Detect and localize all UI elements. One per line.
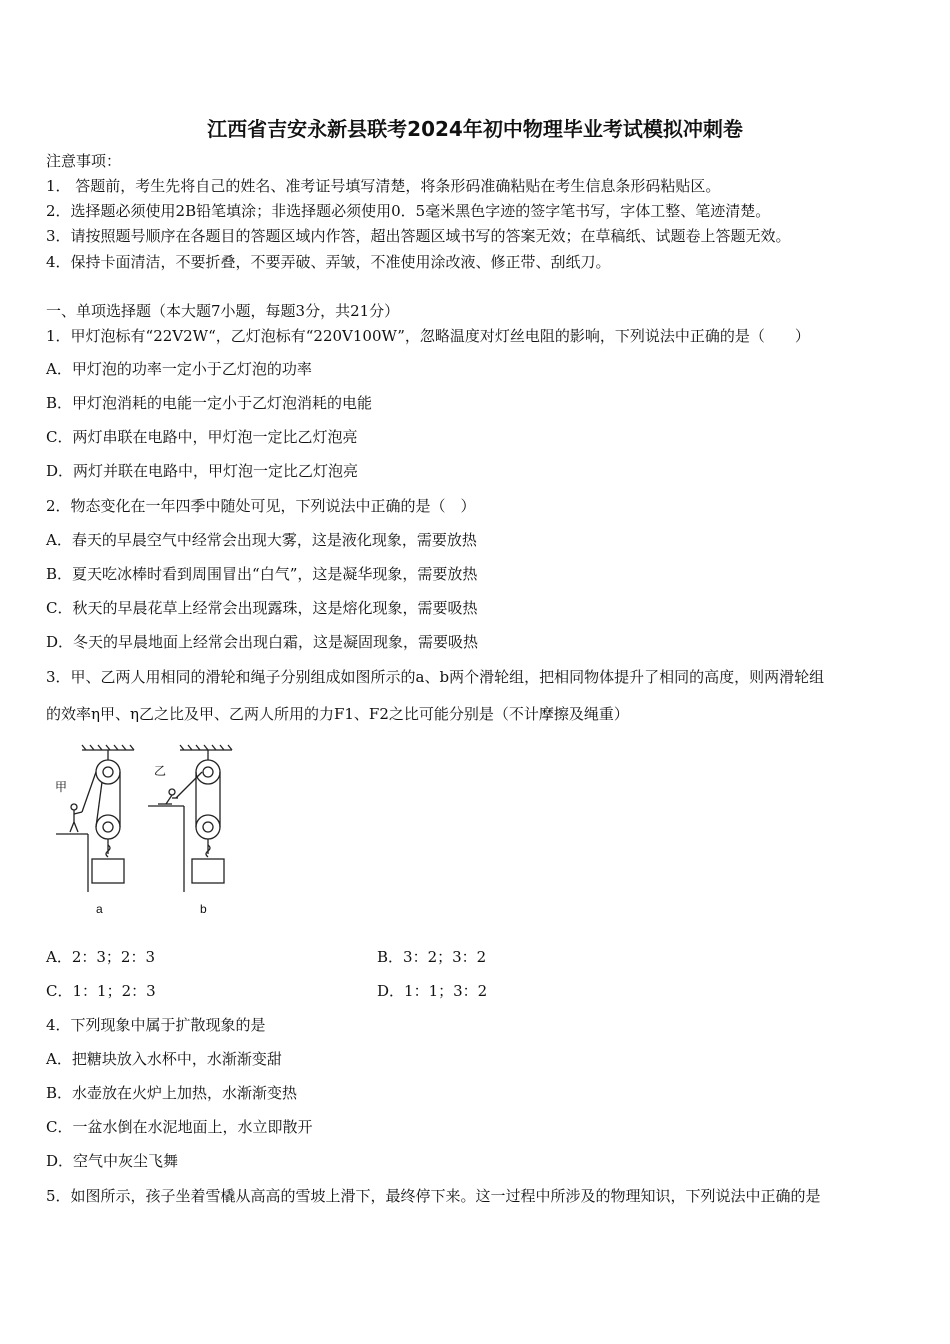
question-3-option-a: A．2：3；2：3 <box>46 948 156 966</box>
pulley-figure <box>52 742 252 922</box>
question-1-stem: 1．甲灯泡标有“22V2W“，乙灯泡标有“220V100W”，忽略温度对灯丝电阻的影响，下列说法中正确的是（ ） <box>46 327 810 345</box>
figure-label-a: a <box>96 902 103 916</box>
question-2-option-d: D．冬天的早晨地面上经常会出现白霜，这是凝固现象，需要吸热 <box>46 633 479 651</box>
question-1-option-c: C．两灯串联在电路中，甲灯泡一定比乙灯泡亮 <box>46 428 358 446</box>
notice-item: 2．选择题必须使用2B铅笔填涂；非选择题必须使用0．5毫米黑色字迹的签字笔书写，字体工整、笔迹清楚。 <box>46 202 771 220</box>
person-b-label: 乙 <box>154 764 167 778</box>
question-4-option-c: C．一盆水倒在水泥地面上，水立即散开 <box>46 1118 313 1136</box>
pulley-diagram <box>52 742 252 922</box>
page-title: 江西省吉安永新县联考2024年初中物理毕业考试模拟冲刺卷 <box>207 117 743 141</box>
question-1-option-b: B．甲灯泡消耗的电能一定小于乙灯泡消耗的电能 <box>46 394 373 412</box>
question-3-option-d: D．1：1；3：2 <box>377 982 488 1000</box>
figure-label-b: b <box>200 902 207 916</box>
question-4-stem: 4．下列现象中属于扩散现象的是 <box>46 1016 266 1034</box>
section-heading: 一、单项选择题（本大题7小题，每题3分，共21分） <box>46 302 400 320</box>
question-4-option-a: A．把糖块放入水杯中，水渐渐变甜 <box>46 1050 282 1068</box>
question-3-stem-line1: 3．甲、乙两人用相同的滑轮和绳子分别组成如图所示的a、b两个滑轮组，把相同物体提升了相同的高度，则两滑轮组 <box>46 668 825 686</box>
notice-heading: 注意事项： <box>46 152 122 170</box>
question-1-option-a: A．甲灯泡的功率一定小于乙灯泡的功率 <box>46 360 312 378</box>
notice-item: 3．请按照题号顺序在各题目的答题区域内作答，超出答题区域书写的答案无效；在草稿纸、试题卷上答题无效。 <box>46 227 791 245</box>
person-a-label: 甲 <box>55 780 68 794</box>
question-3-option-c: C．1：1；2：3 <box>46 982 156 1000</box>
question-2-option-a: A．春天的早晨空气中经常会出现大雾，这是液化现象，需要放热 <box>46 531 477 549</box>
notice-item: 4．保持卡面清洁，不要折叠，不要弄破、弄皱，不准使用涂改液、修正带、刮纸刀。 <box>46 253 611 271</box>
question-2-option-b: B．夏天吃冰棒时看到周围冒出“白气”，这是凝华现象，需要放热 <box>46 565 478 583</box>
question-3-stem-line2: 的效率η甲、η乙之比及甲、乙两人所用的力F1、F2之比可能分别是（不计摩擦及绳重） <box>46 705 629 723</box>
question-4-option-d: D．空气中灰尘飞舞 <box>46 1152 179 1170</box>
question-4-option-b: B．水壶放在火炉上加热，水渐渐变热 <box>46 1084 298 1102</box>
notice-item: 1． 答题前，考生先将自己的姓名、准考证号填写清楚，将条形码准确粘贴在考生信息条形码粘贴区。 <box>46 177 721 195</box>
question-2-stem: 2．物态变化在一年四季中随处可见，下列说法中正确的是（ ） <box>46 497 476 515</box>
question-3-option-b: B．3：2；3：2 <box>377 948 487 966</box>
question-2-option-c: C．秋天的早晨花草上经常会出现露珠，这是熔化现象，需要吸热 <box>46 599 478 617</box>
question-5-stem: 5．如图所示，孩子坐着雪橇从高高的雪坡上滑下，最终停下来。这一过程中所涉及的物理知识，下列说法中正确的是 <box>46 1187 821 1205</box>
question-1-option-d: D．两灯并联在电路中，甲灯泡一定比乙灯泡亮 <box>46 462 359 480</box>
